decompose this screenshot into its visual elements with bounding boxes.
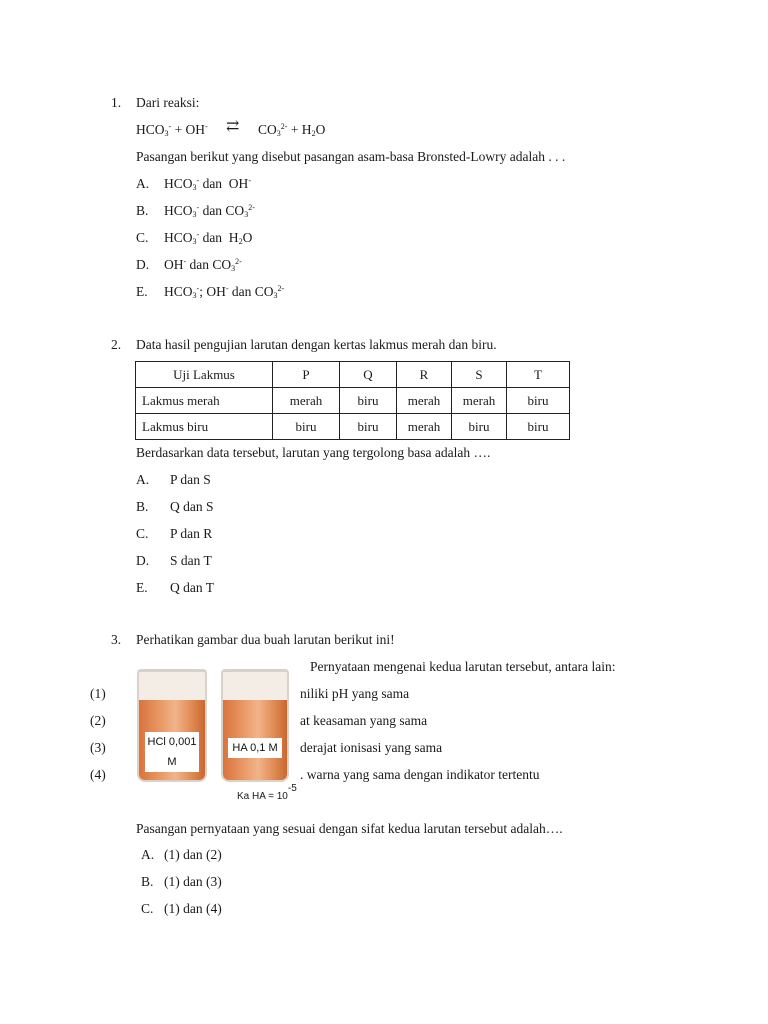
statement-1-number: (1) [90,686,106,701]
q1-question: Pasangan berikut yang disebut pasangan asam-basa Bronsted-Lowry adalah . . . [136,149,566,164]
q1-option-e[interactable]: $HCO_3^-$; OH- dan $CO_3^{2-}$ [164,284,285,300]
table-cell: Lakmus merah [136,388,273,414]
statement-2-number: (2) [90,713,106,728]
q2-option-d[interactable]: S dan T [170,553,212,568]
table-cell: biru [273,414,340,440]
statement-4: . warna yang sama dengan indikator tertentu [300,767,540,782]
q3-option-b[interactable]: (1) dan (3) [164,874,222,889]
table-cell: Lakmus biru [136,414,273,440]
q1-option-c-letter[interactable]: C. [136,230,149,245]
table-cell: biru [507,388,570,414]
q2-option-a[interactable]: P dan S [170,472,211,487]
q1-option-d[interactable]: OH- dan $CO_3^{2-}$ [164,257,242,273]
table-cell: merah [397,414,452,440]
statement-1: niliki pH yang sama [300,686,410,701]
table-cell: biru [340,388,397,414]
q1-option-a[interactable]: $HCO_3^-$ dan OH- [164,176,251,192]
q3-option-a[interactable]: (1) dan (2) [164,847,222,862]
statement-3: derajat ionisasi yang sama [300,740,443,755]
litmus-table [135,361,570,440]
table-header-cell: P [273,362,340,388]
statement-3-number: (3) [90,740,106,755]
table-header-cell: Q [340,362,397,388]
table-cell: biru [452,414,507,440]
q3-number: 3. [111,632,122,647]
equilibrium-arrow-icon: ⇄ [226,118,240,135]
beaker-hcl [137,669,207,782]
q3-option-c[interactable]: (1) dan (4) [164,901,222,916]
q2-option-c-letter[interactable]: C. [136,526,149,541]
q2-option-d-letter[interactable]: D. [136,553,150,568]
table-cell: merah [397,388,452,414]
ka-label [237,783,297,802]
q2-option-a-letter[interactable]: A. [136,472,150,487]
beaker-label-ha: HA 0,1 M [228,738,282,758]
q3-statements-intro: Pernyataan mengenai kedua larutan tersebut, antara lain: [310,659,616,674]
q2-option-b-letter[interactable]: B. [136,499,149,514]
q3-question: Perhatikan gambar dua buah larutan berikut ini! [136,632,395,647]
table-cell: biru [340,414,397,440]
table-row [136,388,570,414]
q1-option-a-letter[interactable]: A. [136,176,150,191]
table-header-row [136,362,570,388]
table-header-cell: T [507,362,570,388]
ka-label-text: Ka HA = 10 [237,791,288,802]
q1-option-d-letter[interactable]: D. [136,257,150,272]
q1-option-c[interactable]: $HCO_3^-$ dan $H_2O$ [164,230,253,246]
table-row [136,414,570,440]
q2-option-e[interactable]: Q dan T [170,580,214,595]
table-header-cell: R [397,362,452,388]
q2-option-b[interactable]: Q dan S [170,499,214,514]
q1-reaction-left: $HCO_3^- + OH^-$ [136,122,208,138]
q1-number: 1. [111,95,122,110]
beaker-illustration [133,663,299,813]
q2-question: Data hasil pengujian larutan dengan kertas lakmus merah dan biru. [136,337,497,352]
table-header-cell: S [452,362,507,388]
q2-number: 2. [111,337,122,352]
beaker-label-hcl: HCl 0,001 M [145,732,199,772]
beaker-ha [221,669,289,782]
q3-option-a-letter[interactable]: A. [141,847,155,862]
statement-4-number: (4) [90,767,106,782]
q1-reaction-right: $CO_3^{2-} + H_2O$ [258,122,326,138]
q2-followup: Berdasarkan data tersebut, larutan yang tergolong basa adalah …. [136,445,491,460]
q1-intro: Dari reaksi: [136,95,200,110]
table-cell: biru [507,414,570,440]
statement-2: at keasaman yang sama [300,713,428,728]
q3-option-b-letter[interactable]: B. [141,874,154,889]
table-cell: merah [273,388,340,414]
ka-exponent: -5 [287,783,297,794]
q3-followup: Pasangan pernyataan yang sesuai dengan sifat kedua larutan tersebut adalah…. [136,821,563,836]
q1-option-e-letter[interactable]: E. [136,284,148,299]
q1-option-b-letter[interactable]: B. [136,203,149,218]
q2-option-c[interactable]: P dan R [170,526,213,541]
table-cell: merah [452,388,507,414]
q2-option-e-letter[interactable]: E. [136,580,148,595]
q3-option-c-letter[interactable]: C. [141,901,154,916]
table-header-cell: Uji Lakmus [136,362,273,388]
q1-option-b[interactable]: $HCO_3^-$ dan $CO_3^{2-}$ [164,203,255,219]
